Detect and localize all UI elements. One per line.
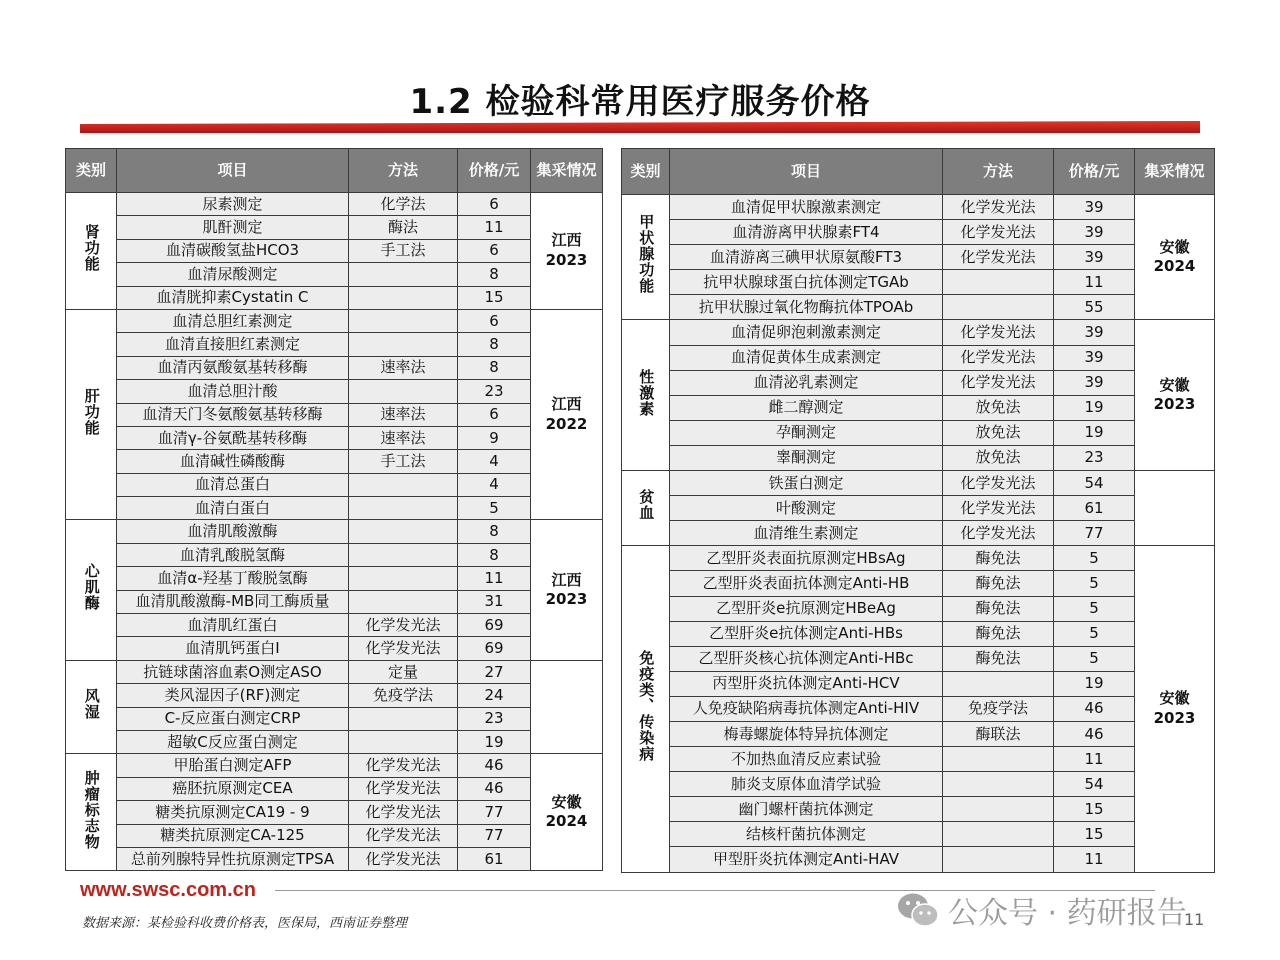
header-method: 方法 <box>943 149 1054 195</box>
table-row <box>622 621 1215 646</box>
price-cell: 46 <box>458 754 531 777</box>
price-cell: 11 <box>1054 847 1135 872</box>
procurement-label: 安徽 2023 <box>1153 375 1196 414</box>
category-label: 肾功能 <box>82 224 101 273</box>
price-cell: 9 <box>458 426 531 449</box>
item-name-cell: 血清乳酸脱氢酶 <box>117 543 349 566</box>
price-cell: 39 <box>1054 195 1135 220</box>
method-cell <box>943 671 1054 696</box>
item-name-cell: 甲型肝炎抗体测定Anti-HAV <box>670 847 943 872</box>
method-cell: 化学法 <box>349 193 458 216</box>
price-cell: 54 <box>1054 471 1135 496</box>
table-row <box>622 596 1215 621</box>
table-row <box>622 822 1215 847</box>
procurement-label: 江西 2022 <box>545 395 588 433</box>
item-name-cell: 抗甲状腺球蛋白抗体测定TGAb <box>670 270 943 295</box>
procurement-label: 江西 2023 <box>545 231 588 269</box>
price-cell: 46 <box>1054 696 1135 721</box>
header-item: 项目 <box>117 149 349 193</box>
method-cell: 化学发光法 <box>349 801 458 824</box>
method-cell <box>349 730 458 753</box>
item-name-cell: 超敏C反应蛋白测定 <box>117 730 349 753</box>
price-cell: 23 <box>458 707 531 730</box>
method-cell: 免疫学法 <box>943 696 1054 721</box>
item-name-cell: 血清γ-谷氨酰基转移酶 <box>117 426 349 449</box>
table-row <box>622 721 1215 746</box>
category-cell <box>622 471 670 546</box>
header-procurement: 集采情况 <box>531 149 603 193</box>
method-cell <box>349 590 458 613</box>
method-cell: 酶免法 <box>943 596 1054 621</box>
table-row <box>66 473 603 496</box>
price-cell: 6 <box>458 403 531 426</box>
table-row <box>66 520 603 543</box>
item-name-cell: 睾酮测定 <box>670 445 943 470</box>
right-header-row <box>622 149 1215 195</box>
method-cell: 酶免法 <box>943 621 1054 646</box>
method-cell: 化学发光法 <box>943 496 1054 521</box>
item-name-cell: 血清总胆红素测定 <box>117 309 349 332</box>
category-cell <box>66 660 117 754</box>
method-cell <box>349 520 458 543</box>
item-name-cell: 肌酐测定 <box>117 216 349 239</box>
method-cell: 放免法 <box>943 395 1054 420</box>
table-row <box>66 239 603 262</box>
method-cell: 手工法 <box>349 239 458 262</box>
method-cell: 酶免法 <box>943 646 1054 671</box>
price-cell: 15 <box>1054 822 1135 847</box>
table-row <box>622 395 1215 420</box>
table-row <box>66 754 603 777</box>
method-cell: 化学发光法 <box>349 614 458 637</box>
price-cell: 39 <box>1054 320 1135 345</box>
table-row <box>66 403 603 426</box>
price-cell: 69 <box>458 637 531 660</box>
method-cell <box>349 309 458 332</box>
item-name-cell: 血清促黄体生成素测定 <box>670 345 943 370</box>
category-label: 肿瘤标志物 <box>82 769 101 850</box>
method-cell: 酶联法 <box>943 721 1054 746</box>
table-row <box>66 847 603 870</box>
item-name-cell: C-反应蛋白测定CRP <box>117 707 349 730</box>
method-cell <box>349 543 458 566</box>
table-row <box>66 356 603 379</box>
table-row <box>66 309 603 332</box>
price-cell: 11 <box>458 216 531 239</box>
procurement-cell <box>1135 320 1215 471</box>
item-name-cell: 梅毒螺旋体特异抗体测定 <box>670 721 943 746</box>
category-label: 心肌酶 <box>82 563 101 612</box>
table-row <box>66 426 603 449</box>
item-name-cell: 血清肌红蛋白 <box>117 614 349 637</box>
table-row <box>622 220 1215 245</box>
category-cell <box>66 754 117 871</box>
price-cell: 5 <box>458 497 531 520</box>
item-name-cell: 人免疫缺陷病毒抗体测定Anti-HIV <box>670 696 943 721</box>
price-cell: 69 <box>458 614 531 637</box>
procurement-label: 安徽 2024 <box>1153 237 1196 276</box>
category-cell <box>66 309 117 520</box>
price-cell: 19 <box>1054 671 1135 696</box>
procurement-cell <box>531 309 603 520</box>
item-name-cell: 血清丙氨酸氨基转移酶 <box>117 356 349 379</box>
table-row <box>66 824 603 847</box>
header-price: 价格/元 <box>458 149 531 193</box>
table-row <box>622 571 1215 596</box>
table-row <box>66 590 603 613</box>
header-method: 方法 <box>349 149 458 193</box>
item-name-cell: 血清尿酸测定 <box>117 263 349 286</box>
table-row <box>66 286 603 309</box>
method-cell: 化学发光法 <box>943 320 1054 345</box>
item-name-cell: 血清泌乳素测定 <box>670 370 943 395</box>
item-name-cell: 血清肌酸激酶-MB同工酶质量 <box>117 590 349 613</box>
price-cell: 19 <box>1054 420 1135 445</box>
item-name-cell: 血清肌酸激酶 <box>117 520 349 543</box>
table-row <box>622 847 1215 872</box>
method-cell <box>943 747 1054 772</box>
header-procurement: 集采情况 <box>1135 149 1215 195</box>
method-cell <box>943 797 1054 822</box>
table-row <box>622 320 1215 345</box>
item-name-cell: 血清维生素测定 <box>670 521 943 546</box>
price-cell: 8 <box>458 333 531 356</box>
item-name-cell: 血清直接胆红素测定 <box>117 333 349 356</box>
method-cell: 酶法 <box>349 216 458 239</box>
price-cell: 39 <box>1054 220 1135 245</box>
watermark <box>896 888 1187 932</box>
price-cell: 5 <box>1054 621 1135 646</box>
method-cell <box>349 380 458 403</box>
category-cell <box>66 520 117 660</box>
method-cell <box>943 772 1054 797</box>
table-row <box>622 671 1215 696</box>
procurement-label: 江西 2023 <box>545 570 588 609</box>
price-cell: 24 <box>458 684 531 707</box>
price-cell: 15 <box>458 286 531 309</box>
table-row <box>622 295 1215 320</box>
price-cell: 46 <box>1054 721 1135 746</box>
table-row <box>622 797 1215 822</box>
price-cell: 61 <box>1054 496 1135 521</box>
table-row <box>66 567 603 590</box>
price-cell: 5 <box>1054 646 1135 671</box>
method-cell: 手工法 <box>349 450 458 473</box>
price-cell: 77 <box>458 824 531 847</box>
item-name-cell: 血清游离三碘甲状原氨酸FT3 <box>670 245 943 270</box>
item-name-cell: 铁蛋白测定 <box>670 471 943 496</box>
procurement-cell <box>1135 471 1215 546</box>
price-cell: 11 <box>1054 270 1135 295</box>
table-row <box>66 730 603 753</box>
category-label: 风湿 <box>82 688 101 721</box>
item-name-cell: 乙型肝炎e抗原测定HBeAg <box>670 596 943 621</box>
price-cell: 5 <box>1054 571 1135 596</box>
table-row <box>622 747 1215 772</box>
price-cell: 39 <box>1054 370 1135 395</box>
item-name-cell: 抗甲状腺过氧化物酶抗体TPOAb <box>670 295 943 320</box>
method-cell <box>349 333 458 356</box>
price-cell: 55 <box>1054 295 1135 320</box>
category-label: 贫血 <box>637 489 656 522</box>
method-cell: 化学发光法 <box>943 245 1054 270</box>
method-cell <box>943 847 1054 872</box>
method-cell <box>943 295 1054 320</box>
item-name-cell: 血清游离甲状腺素FT4 <box>670 220 943 245</box>
method-cell: 酶免法 <box>943 571 1054 596</box>
table-row <box>622 445 1215 470</box>
price-cell: 8 <box>458 520 531 543</box>
price-cell: 11 <box>1054 747 1135 772</box>
method-cell: 放免法 <box>943 420 1054 445</box>
method-cell: 速率法 <box>349 403 458 426</box>
data-source-note: 数据来源：某检验科收费价格表，医保局，西南证券整理 <box>82 916 408 931</box>
method-cell: 化学发光法 <box>943 521 1054 546</box>
wechat-icon <box>896 891 940 929</box>
procurement-cell <box>531 520 603 660</box>
item-name-cell: 抗链球菌溶血素O测定ASO <box>117 660 349 683</box>
table-row <box>66 637 603 660</box>
watermark-text: 公众号 · 药研报告 <box>948 896 1187 931</box>
item-name-cell: 糖类抗原测定CA-125 <box>117 824 349 847</box>
procurement-cell <box>531 754 603 871</box>
item-name-cell: 乙型肝炎核心抗体测定Anti-HBc <box>670 646 943 671</box>
table-row <box>622 646 1215 671</box>
price-cell: 6 <box>458 309 531 332</box>
category-cell <box>66 193 117 310</box>
left-price-table <box>65 148 603 871</box>
method-cell: 定量 <box>349 660 458 683</box>
item-name-cell: 血清胱抑素Cystatin C <box>117 286 349 309</box>
item-name-cell: 血清白蛋白 <box>117 497 349 520</box>
method-cell: 免疫学法 <box>349 684 458 707</box>
item-name-cell: 血清肌钙蛋白I <box>117 637 349 660</box>
price-cell: 61 <box>458 847 531 870</box>
method-cell: 化学发光法 <box>349 824 458 847</box>
table-row <box>66 707 603 730</box>
method-cell: 化学发光法 <box>943 220 1054 245</box>
method-cell: 化学发光法 <box>943 370 1054 395</box>
method-cell <box>349 473 458 496</box>
category-label: 甲状腺功能 <box>637 214 656 295</box>
price-cell: 54 <box>1054 772 1135 797</box>
item-name-cell: 乙型肝炎e抗体测定Anti-HBs <box>670 621 943 646</box>
table-row <box>66 450 603 473</box>
table-row <box>622 521 1215 546</box>
table-row <box>66 193 603 216</box>
price-cell: 6 <box>458 193 531 216</box>
method-cell: 化学发光法 <box>349 754 458 777</box>
right-price-table <box>621 148 1215 873</box>
left-header-row <box>66 149 603 193</box>
header-category: 类别 <box>622 149 670 195</box>
price-cell: 8 <box>458 263 531 286</box>
price-cell: 15 <box>1054 797 1135 822</box>
item-name-cell: 血清总蛋白 <box>117 473 349 496</box>
website-link[interactable]: www.swsc.com.cn <box>80 879 256 901</box>
price-cell: 5 <box>1054 596 1135 621</box>
category-label: 免疫类、传染病 <box>637 650 656 763</box>
item-name-cell: 丙型肝炎抗体测定Anti-HCV <box>670 671 943 696</box>
price-cell: 8 <box>458 356 531 379</box>
category-cell <box>622 546 670 872</box>
item-name-cell: 血清促甲状腺激素测定 <box>670 195 943 220</box>
method-cell: 化学发光法 <box>943 345 1054 370</box>
category-label: 性激素 <box>637 368 656 417</box>
table-row <box>66 614 603 637</box>
price-cell: 77 <box>1054 521 1135 546</box>
item-name-cell: 尿素测定 <box>117 193 349 216</box>
procurement-cell <box>1135 195 1215 320</box>
price-cell: 5 <box>1054 546 1135 571</box>
table-row <box>66 777 603 800</box>
item-name-cell: 血清α-羟基丁酸脱氢酶 <box>117 567 349 590</box>
method-cell: 酶免法 <box>943 546 1054 571</box>
table-row <box>622 471 1215 496</box>
item-name-cell: 糖类抗原测定CA19 - 9 <box>117 801 349 824</box>
item-name-cell: 孕酮测定 <box>670 420 943 445</box>
item-name-cell: 血清碳酸氢盐HCO3 <box>117 239 349 262</box>
method-cell: 速率法 <box>349 356 458 379</box>
table-row <box>66 333 603 356</box>
item-name-cell: 肺炎支原体血清学试验 <box>670 772 943 797</box>
category-cell <box>622 195 670 320</box>
table-row <box>622 195 1215 220</box>
table-row <box>622 370 1215 395</box>
table-row <box>622 345 1215 370</box>
item-name-cell: 血清天门冬氨酸氨基转移酶 <box>117 403 349 426</box>
price-cell: 23 <box>1054 445 1135 470</box>
table-row <box>66 263 603 286</box>
item-name-cell: 结核杆菌抗体测定 <box>670 822 943 847</box>
method-cell: 化学发光法 <box>349 777 458 800</box>
price-cell: 11 <box>458 567 531 590</box>
item-name-cell: 不加热血清反应素试验 <box>670 747 943 772</box>
procurement-label: 安徽 2024 <box>545 792 588 831</box>
item-name-cell: 血清促卵泡刺激素测定 <box>670 320 943 345</box>
method-cell <box>943 822 1054 847</box>
header-item: 项目 <box>670 149 943 195</box>
price-cell: 6 <box>458 239 531 262</box>
item-name-cell: 血清碱性磷酸酶 <box>117 450 349 473</box>
method-cell: 化学发光法 <box>349 637 458 660</box>
table-row <box>66 543 603 566</box>
table-row <box>622 270 1215 295</box>
table-row <box>66 660 603 683</box>
method-cell <box>349 286 458 309</box>
price-cell: 77 <box>458 801 531 824</box>
table-row <box>66 380 603 403</box>
header-price: 价格/元 <box>1054 149 1135 195</box>
item-name-cell: 雌二醇测定 <box>670 395 943 420</box>
table-row <box>66 801 603 824</box>
table-row <box>622 546 1215 571</box>
table-row <box>66 497 603 520</box>
table-row <box>622 772 1215 797</box>
item-name-cell: 叶酸测定 <box>670 496 943 521</box>
price-cell: 39 <box>1054 345 1135 370</box>
price-cell: 19 <box>1054 395 1135 420</box>
price-cell: 4 <box>458 450 531 473</box>
method-cell <box>349 707 458 730</box>
price-cell: 27 <box>458 660 531 683</box>
item-name-cell: 总前列腺特异性抗原测定TPSA <box>117 847 349 870</box>
method-cell: 放免法 <box>943 445 1054 470</box>
method-cell <box>349 497 458 520</box>
method-cell: 化学发光法 <box>943 471 1054 496</box>
item-name-cell: 乙型肝炎表面抗原测定HBsAg <box>670 546 943 571</box>
procurement-cell <box>531 193 603 310</box>
item-name-cell: 幽门螺杆菌抗体测定 <box>670 797 943 822</box>
procurement-cell <box>531 660 603 754</box>
table-row <box>66 216 603 239</box>
method-cell: 化学发光法 <box>943 195 1054 220</box>
price-cell: 31 <box>458 590 531 613</box>
item-name-cell: 血清总胆汁酸 <box>117 380 349 403</box>
procurement-label: 安徽 2023 <box>1153 689 1196 727</box>
item-name-cell: 甲胎蛋白测定AFP <box>117 754 349 777</box>
table-row <box>622 496 1215 521</box>
method-cell <box>349 567 458 590</box>
procurement-cell <box>1135 546 1215 872</box>
price-cell: 19 <box>458 730 531 753</box>
table-row <box>622 245 1215 270</box>
item-name-cell: 癌胚抗原测定CEA <box>117 777 349 800</box>
method-cell: 速率法 <box>349 426 458 449</box>
table-row <box>66 684 603 707</box>
method-cell <box>349 263 458 286</box>
price-cell: 39 <box>1054 245 1135 270</box>
item-name-cell: 乙型肝炎表面抗体测定Anti-HB <box>670 571 943 596</box>
price-cell: 8 <box>458 543 531 566</box>
method-cell: 化学发光法 <box>349 847 458 870</box>
page-title: 1.2 检验科常用医疗服务价格 <box>409 82 871 122</box>
category-cell <box>622 320 670 471</box>
header-category: 类别 <box>66 149 117 193</box>
table-row <box>622 696 1215 721</box>
price-cell: 23 <box>458 380 531 403</box>
method-cell <box>943 270 1054 295</box>
page-number: 11 <box>1184 910 1205 929</box>
price-cell: 46 <box>458 777 531 800</box>
item-name-cell: 类风湿因子(RF)测定 <box>117 684 349 707</box>
price-cell: 4 <box>458 473 531 496</box>
table-row <box>622 420 1215 445</box>
category-label: 肝功能 <box>82 387 101 436</box>
